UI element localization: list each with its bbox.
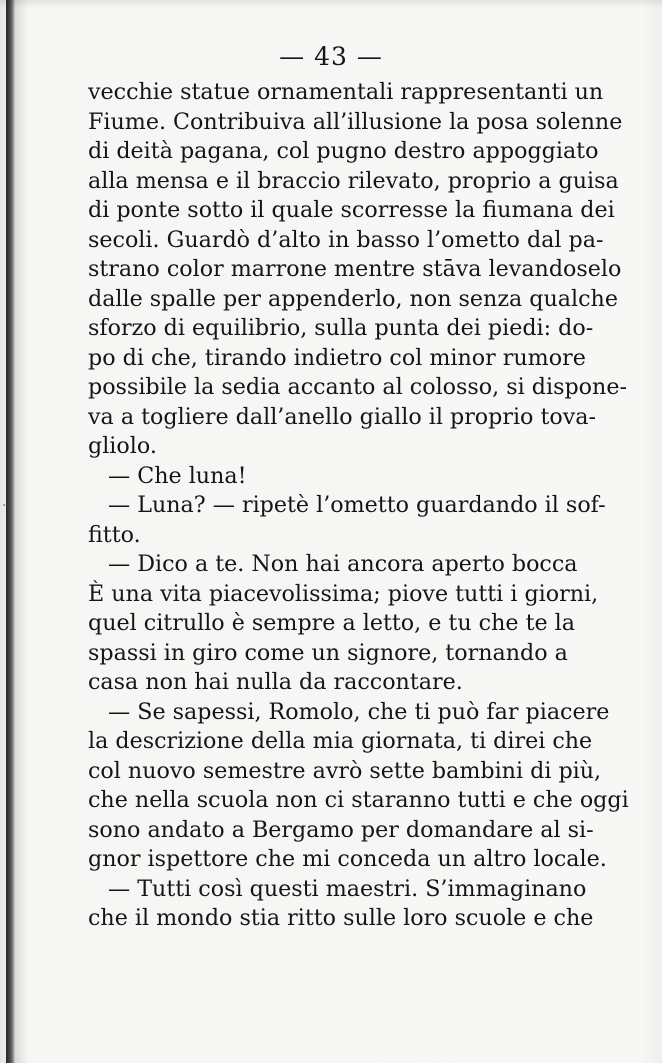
dialogue-line: — Dico a te. Non hai ancora aperto bocca [108, 551, 578, 577]
dialogue-line: — Se sapessi, Romolo, che ti può far piacere [108, 698, 610, 725]
top-edge-shadow [0, 0, 662, 8]
text-line: di deità pagana, col pugno destro appoggiato [88, 138, 599, 164]
text-line: col nuovo semestre avrò sette bambini di più, [88, 757, 602, 784]
text-line: strano color marrone mentre stāva levandoselo [88, 256, 622, 282]
text-line: sono andato a Bergamo per domandare al si- [88, 816, 594, 843]
text-line: casa non hai nulla da raccontare. [88, 669, 463, 695]
text-line: fitto. [88, 521, 141, 548]
text-line: va a togliere dall’anello giallo il proprio tova- [88, 403, 597, 430]
text-line: secoli. Guardò d’alto in basso l’ometto dal pa- [88, 226, 604, 253]
text-line: vecchie statue ornamentali rappresentanti un [88, 79, 604, 105]
body-text [88, 78, 629, 934]
text-line: che il mondo stia ritto sulle loro scuole e che [88, 905, 594, 931]
book-spine-edge [6, 0, 15, 1063]
text-line: di ponte sotto il quale scorresse la fiumana dei [88, 197, 615, 223]
page-number: — 43 — [279, 42, 383, 71]
text-line: alla mensa e il braccio rilevato, proprio a guisa [88, 167, 619, 194]
text-line: dalle spalle per appenderlo, non senza qualche [88, 285, 618, 312]
text-line: Fiume. Contribuiva all’illusione la posa solenne [88, 108, 623, 135]
text-line: È una vita piacevolissima; piove tutti i giorni, [88, 580, 599, 607]
text-line: po di che, tirando indietro col minor rumore [88, 344, 586, 371]
text-line: gliolo. [88, 433, 157, 459]
margin-speck: · [2, 498, 7, 514]
text-line: gnor ispettore che mi conceda un altro locale. [88, 846, 607, 872]
dialogue-line: — Luna? — ripetè l’ometto guardando il sof- [108, 492, 606, 518]
text-line: sforzo di equilibrio, sulla punta dei piedi: do- [88, 315, 594, 341]
text-line: spassi in giro come un signore, tornando a [88, 639, 568, 666]
text-line: possibile la sedia accanto al colosso, si dispone- [88, 374, 627, 400]
gutter-shadow [15, 0, 29, 1063]
text-line: che nella scuola non ci staranno tutti e che oggi [88, 787, 629, 813]
dialogue-line: — Tutti così questi maestri. S’immaginano [108, 875, 587, 902]
text-line: quel citrullo è sempre a letto, e tu che te la [88, 610, 576, 636]
dialogue-line: — Che luna! [108, 462, 247, 489]
text-line: la descrizione della mia giornata, ti direi che [88, 728, 593, 754]
